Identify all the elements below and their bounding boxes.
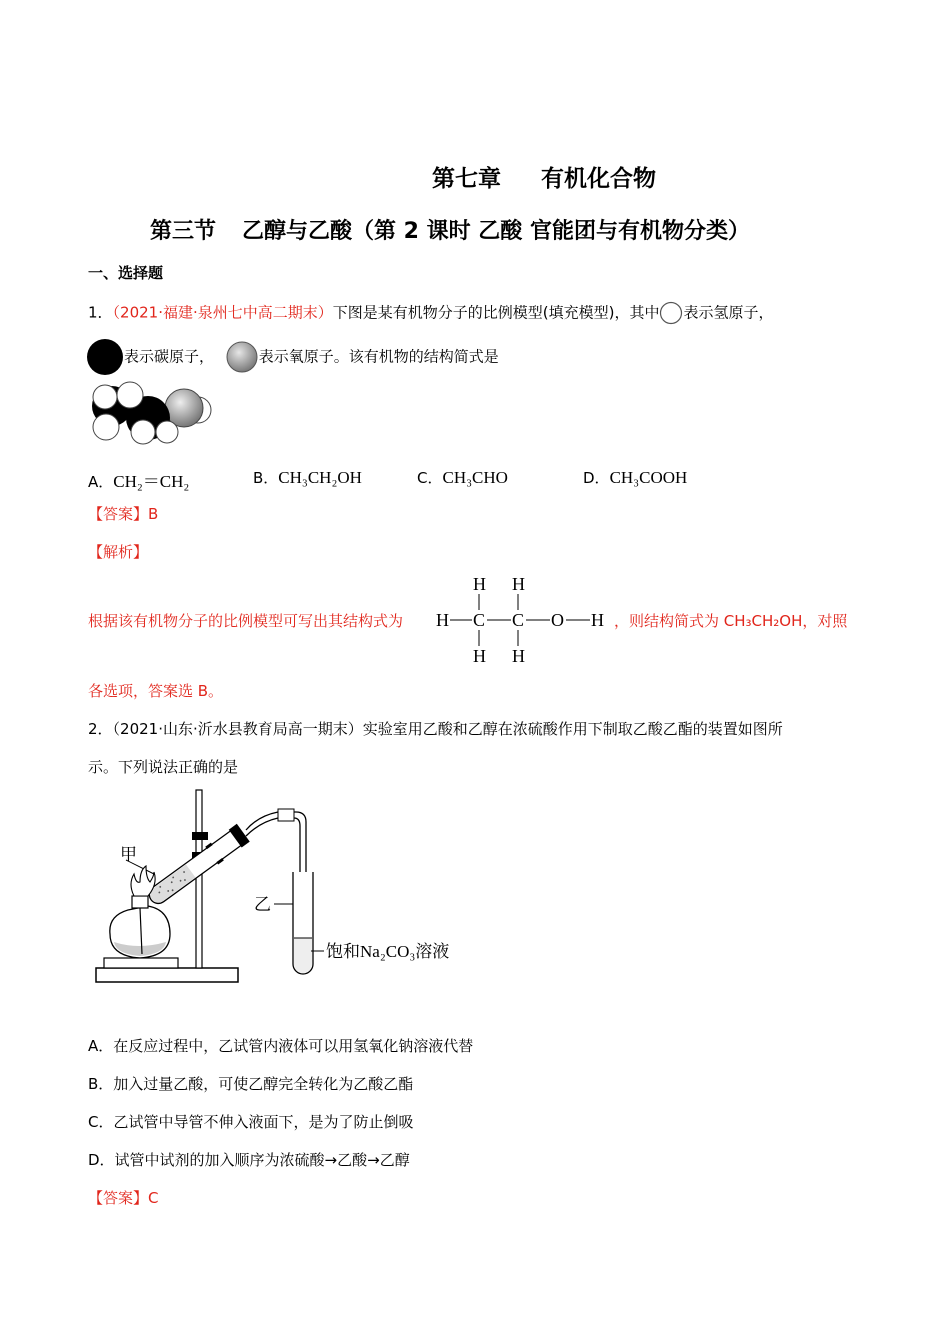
q2-answer: 【答案】C [88, 1189, 159, 1207]
option-label: D． [583, 469, 610, 487]
q2-line1 [88, 719, 783, 739]
oxygen-atom-icon [225, 340, 259, 374]
q1-analysis-text-b: ，则结构简式为 CH₃CH₂OH，对照 [614, 612, 848, 630]
q1-analysis-label: 【解析】 [88, 543, 149, 561]
section-title [150, 214, 750, 245]
q1-analysis-text-c: 各选项，答案选 B。 [88, 682, 224, 700]
q2-text-b: 示。下列说法正确的是 [88, 758, 239, 776]
part-label: 一、选择题 [88, 264, 164, 282]
label-yi: 乙 [254, 895, 271, 915]
atom-c: C [473, 610, 486, 630]
atom-h: H [591, 610, 604, 630]
option-formula: CH₃CHO [442, 468, 508, 487]
q2-option-a[interactable]: A．在反应过程中，乙试管内液体可以用氢氧化钠溶液代替 [88, 1037, 474, 1055]
option-formula: CH₂＝CH₂ [113, 472, 190, 491]
option-formula: CH₃COOH [609, 468, 688, 487]
chapter-title [432, 160, 656, 193]
option-label: B． [253, 469, 279, 487]
q1-option-d[interactable] [583, 467, 687, 488]
q1-answer: 【答案】B [88, 505, 159, 523]
q1-number: 1． [88, 303, 113, 322]
chapter-name: 有机化合物 [541, 166, 656, 192]
q1-analysis-text-a: 根据该有机物分子的比例模型可写出其结构式为 [88, 612, 404, 630]
atom-h: H [436, 610, 449, 630]
q2-option-d[interactable]: D．试管中试剂的加入顺序为浓硫酸→乙酸→乙醇 [88, 1151, 410, 1169]
chapter-number: 第七章 [432, 166, 501, 192]
option-formula: CH₃CH₂OH [278, 468, 362, 487]
q1-source: （2021·福建·泉州七中高二期末） [112, 303, 333, 322]
q1-text-b: 表示氢原子， [683, 303, 774, 322]
option-label: A． [88, 473, 114, 491]
q1-line1 [88, 301, 774, 325]
atom-h: H [512, 574, 525, 594]
ester-apparatus-figure [88, 786, 488, 988]
q2-text-a: （2021·山东·沂水县教育局高一期末）实验室用乙酸和乙醇在浓硫酸作用下制取乙酸乙酯的装置如图所 [112, 720, 783, 738]
atom-h: H [473, 646, 486, 666]
label-jia: 甲 [120, 845, 137, 865]
atom-h: H [473, 574, 486, 594]
q2-option-b[interactable]: B．加入过量乙酸，可使乙醇完全转化为乙酸乙酯 [88, 1075, 414, 1093]
section-number: 第三节 [150, 219, 217, 244]
q1-text-d: 表示氧原子。该有机物的结构简式是 [258, 347, 499, 366]
carbon-atom-icon [86, 338, 124, 376]
q1-option-c[interactable] [417, 467, 508, 488]
q1-option-a[interactable] [88, 467, 189, 492]
option-label: C． [417, 469, 443, 487]
q2-number: 2． [88, 720, 113, 738]
hydrogen-atom-icon [659, 301, 683, 325]
label-solution: 饱和Na₂CO₃溶液 [326, 942, 450, 961]
q1-text-c: 表示碳原子， [124, 347, 215, 366]
section-name: 乙醇与乙酸（第 2 课时 乙酸 官能团与有机物分类） [242, 219, 750, 244]
structural-formula [434, 572, 614, 666]
atom-o: O [551, 610, 564, 630]
atom-c: C [512, 610, 525, 630]
q1-text-a: 下图是某有机物分子的比例模型(填充模型)，其中 [332, 303, 660, 322]
q1-line2 [86, 338, 499, 374]
q2-option-c[interactable]: C．乙试管中导管不伸入液面下，是为了防止倒吸 [88, 1113, 414, 1131]
q1-option-b[interactable] [253, 467, 362, 488]
atom-h: H [512, 646, 525, 666]
space-filling-model [88, 378, 218, 446]
